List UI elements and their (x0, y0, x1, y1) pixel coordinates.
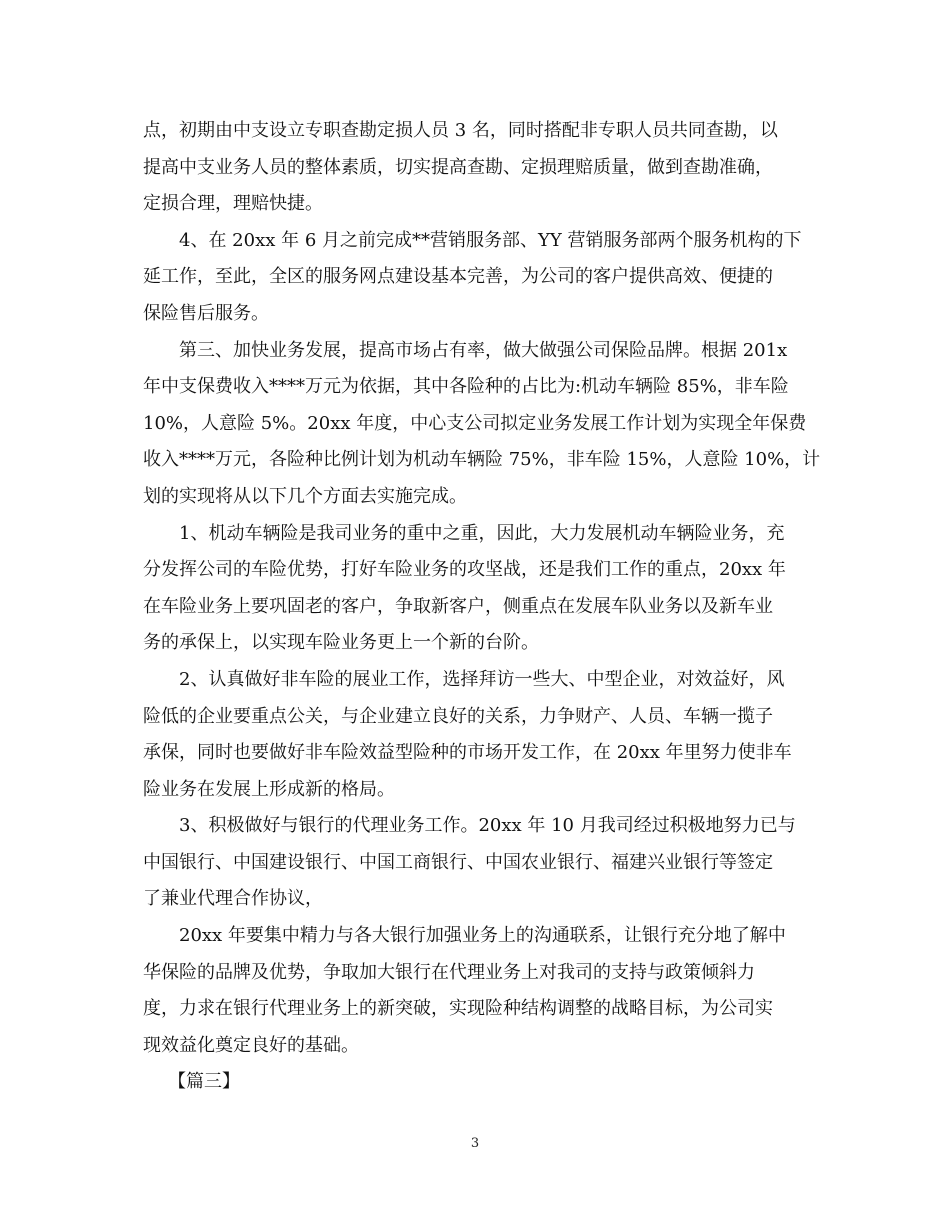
section-heading: 【篇三】 (168, 1071, 240, 1093)
paragraph-motor-insurance (143, 516, 811, 662)
text-line: 3、积极做好与银行的代理业务工作。20xx 年 10 月我司经过积极地努力已与 (179, 815, 796, 837)
text-line: 现效益化奠定良好的基础。 (143, 1034, 359, 1056)
text-line: 收入****万元，各险种比例计划为机动车辆险 75%，非车险 15%，人意险 10%，计 (143, 449, 821, 471)
text-line: 划的实现将从以下几个方面去实施完成。 (143, 485, 467, 507)
text-line: 分发挥公司的车险优势，打好车险业务的攻坚战，还是我们工作的重点，20xx 年 (143, 559, 786, 581)
text-line: 第三、加快业务发展，提高市场占有率，做大做强公司保险品牌。根据 201x (179, 339, 788, 361)
text-line: 险业务在发展上形成新的格局。 (143, 778, 395, 800)
text-line: 定损合理，理赔快捷。 (143, 193, 323, 215)
text-line: 1、机动车辆险是我司业务的重中之重，因此，大力发展机动车辆险业务，充 (179, 522, 785, 544)
text-line: 提高中支业务人员的整体素质，切实提高查勘、定损理赔质量，做到查勘准确， (143, 156, 773, 178)
text-line: 了兼业代理合作协议， (143, 888, 323, 910)
text-line: 度，力求在银行代理业务上的新突破，实现险种结构调整的战略目标，为公司实 (143, 998, 773, 1020)
text-line: 华保险的品牌及优势，争取加大银行在代理业务上对我司的支持与政策倾斜力 (143, 961, 755, 983)
text-line: 延工作，至此，全区的服务网点建设基本完善，为公司的客户提供高效、便捷的 (143, 266, 773, 288)
text-line: 10%，人意险 5%。20xx 年度，中心支公司拟定业务发展工作计划为实现全年保费 (143, 412, 807, 434)
paragraph-service-network (143, 223, 811, 333)
paragraph-claims-staffing (143, 113, 811, 223)
text-line: 险低的企业要重点公关，与企业建立良好的关系，力争财产、人员、车辆一揽子 (143, 705, 773, 727)
text-line: 保险售后服务。 (143, 302, 269, 324)
text-line: 在车险业务上要巩固老的客户，争取新客户，侧重点在发展车队业务以及新车业 (143, 595, 773, 617)
paragraph-bank-cooperation (143, 918, 811, 1064)
text-line: 20xx 年要集中精力与各大银行加强业务上的沟通联系，让银行充分地了解中 (179, 925, 786, 947)
text-line: 2、认真做好非车险的展业工作，选择拜访一些大、中型企业，对效益好，风 (179, 668, 785, 690)
page-number: 3 (470, 1136, 480, 1151)
text-line: 点，初期由中支设立专职查勘定损人员 3 名，同时搭配非专职人员共同查勘，以 (143, 120, 778, 141)
document-body (143, 113, 821, 1101)
text-line: 中国银行、中国建设银行、中国工商银行、中国农业银行、福建兴业银行等签定 (143, 851, 773, 873)
paragraph-bank-agency (143, 808, 811, 918)
paragraph-business-development (143, 333, 821, 516)
text-line: 承保，同时也要做好非车险效益型险种的市场开发工作，在 20xx 年里努力使非车 (143, 742, 792, 764)
paragraph-non-motor-insurance (143, 662, 811, 808)
text-line: 年中支保费收入****万元为依据，其中各险种的占比为:机动车辆险 85%，非车险 (143, 376, 789, 398)
text-line: 4、在 20xx 年 6 月之前完成**营销服务部、YY 营销服务部两个服务机构的下 (179, 229, 802, 251)
text-line: 务的承保上，以实现车险业务更上一个新的台阶。 (143, 632, 539, 654)
